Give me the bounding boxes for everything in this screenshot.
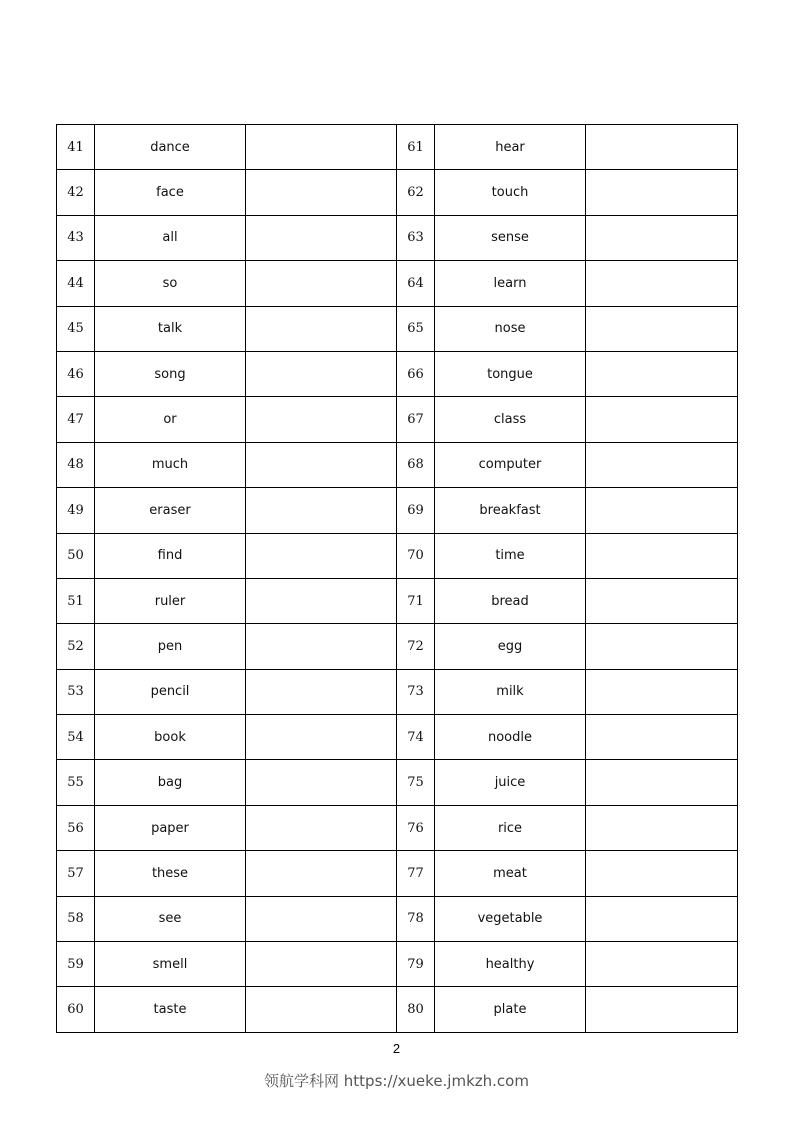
- answer-cell[interactable]: [586, 351, 738, 396]
- entry-number: 54: [57, 715, 95, 760]
- answer-cell[interactable]: [246, 397, 397, 442]
- entry-number: 47: [57, 397, 95, 442]
- entry-number: 76: [397, 805, 435, 850]
- entry-number: 42: [57, 170, 95, 215]
- answer-cell[interactable]: [586, 942, 738, 987]
- entry-number: 58: [57, 896, 95, 941]
- entry-number: 57: [57, 851, 95, 896]
- entry-number: 73: [397, 669, 435, 714]
- vocab-word: eraser: [95, 488, 246, 533]
- table-row: [57, 669, 738, 714]
- table-row: [57, 578, 738, 623]
- vocab-word: book: [95, 715, 246, 760]
- answer-cell[interactable]: [246, 987, 397, 1032]
- vocab-word: much: [95, 442, 246, 487]
- entry-number: 70: [397, 533, 435, 578]
- vocab-word: nose: [435, 306, 586, 351]
- entry-number: 69: [397, 488, 435, 533]
- answer-cell[interactable]: [586, 760, 738, 805]
- answer-cell[interactable]: [586, 306, 738, 351]
- entry-number: 44: [57, 261, 95, 306]
- table-row: [57, 533, 738, 578]
- answer-cell[interactable]: [586, 578, 738, 623]
- table-row: [57, 397, 738, 442]
- answer-cell[interactable]: [246, 715, 397, 760]
- entry-number: 61: [397, 125, 435, 170]
- entry-number: 66: [397, 351, 435, 396]
- vocab-word: plate: [435, 987, 586, 1032]
- entry-number: 64: [397, 261, 435, 306]
- vocab-word: or: [95, 397, 246, 442]
- vocab-word: vegetable: [435, 896, 586, 941]
- vocab-word: ruler: [95, 578, 246, 623]
- table-row: [57, 805, 738, 850]
- entry-number: 79: [397, 942, 435, 987]
- vocab-word: egg: [435, 624, 586, 669]
- vocab-word: noodle: [435, 715, 586, 760]
- entry-number: 67: [397, 397, 435, 442]
- entry-number: 43: [57, 215, 95, 260]
- answer-cell[interactable]: [586, 805, 738, 850]
- entry-number: 56: [57, 805, 95, 850]
- entry-number: 50: [57, 533, 95, 578]
- answer-cell[interactable]: [586, 669, 738, 714]
- vocab-word: class: [435, 397, 586, 442]
- vocab-word: time: [435, 533, 586, 578]
- vocab-word: find: [95, 533, 246, 578]
- page-number: 2: [392, 1041, 401, 1056]
- entry-number: 62: [397, 170, 435, 215]
- entry-number: 68: [397, 442, 435, 487]
- entry-number: 48: [57, 442, 95, 487]
- answer-cell[interactable]: [246, 805, 397, 850]
- entry-number: 41: [57, 125, 95, 170]
- entry-number: 74: [397, 715, 435, 760]
- table-row: [57, 215, 738, 260]
- entry-number: 51: [57, 578, 95, 623]
- answer-cell[interactable]: [586, 987, 738, 1032]
- entry-number: 55: [57, 760, 95, 805]
- vocab-word: bread: [435, 578, 586, 623]
- table-row: [57, 987, 738, 1032]
- vocab-word: meat: [435, 851, 586, 896]
- answer-cell[interactable]: [246, 578, 397, 623]
- vocab-word: these: [95, 851, 246, 896]
- vocab-word: dance: [95, 125, 246, 170]
- footer-watermark: 领航学科网 https://xueke.jmkzh.com: [264, 1072, 529, 1090]
- table-row: [57, 306, 738, 351]
- answer-cell[interactable]: [586, 125, 738, 170]
- vocab-word: song: [95, 351, 246, 396]
- answer-cell[interactable]: [586, 488, 738, 533]
- answer-cell[interactable]: [586, 215, 738, 260]
- table-row: [57, 125, 738, 170]
- answer-cell[interactable]: [246, 125, 397, 170]
- vocab-word: all: [95, 215, 246, 260]
- answer-cell[interactable]: [246, 215, 397, 260]
- table-row: [57, 896, 738, 941]
- entry-number: 77: [397, 851, 435, 896]
- table-row: [57, 442, 738, 487]
- answer-cell[interactable]: [246, 533, 397, 578]
- answer-cell[interactable]: [246, 669, 397, 714]
- answer-cell[interactable]: [586, 442, 738, 487]
- vocab-word: bag: [95, 760, 246, 805]
- vocab-word: learn: [435, 261, 586, 306]
- answer-cell[interactable]: [586, 896, 738, 941]
- vocab-word: pen: [95, 624, 246, 669]
- answer-cell[interactable]: [246, 760, 397, 805]
- entry-number: 72: [397, 624, 435, 669]
- vocab-word: face: [95, 170, 246, 215]
- answer-cell[interactable]: [246, 170, 397, 215]
- answer-cell[interactable]: [586, 715, 738, 760]
- entry-number: 52: [57, 624, 95, 669]
- answer-cell[interactable]: [246, 442, 397, 487]
- vocab-word: pencil: [95, 669, 246, 714]
- table-row: [57, 170, 738, 215]
- table-row: [57, 351, 738, 396]
- vocab-word: computer: [435, 442, 586, 487]
- entry-number: 71: [397, 578, 435, 623]
- table-row: [57, 624, 738, 669]
- vocabulary-table-body: [57, 125, 738, 1033]
- vocab-word: so: [95, 261, 246, 306]
- vocab-word: smell: [95, 942, 246, 987]
- vocab-word: hear: [435, 125, 586, 170]
- table-row: [57, 488, 738, 533]
- vocab-word: paper: [95, 805, 246, 850]
- answer-cell[interactable]: [246, 851, 397, 896]
- answer-cell[interactable]: [246, 351, 397, 396]
- table-row: [57, 851, 738, 896]
- entry-number: 53: [57, 669, 95, 714]
- table-row: [57, 715, 738, 760]
- vocab-word: touch: [435, 170, 586, 215]
- answer-cell[interactable]: [586, 397, 738, 442]
- entry-number: 46: [57, 351, 95, 396]
- answer-cell[interactable]: [246, 942, 397, 987]
- entry-number: 45: [57, 306, 95, 351]
- table-row: [57, 942, 738, 987]
- answer-cell[interactable]: [246, 306, 397, 351]
- answer-cell[interactable]: [586, 533, 738, 578]
- answer-cell[interactable]: [586, 170, 738, 215]
- entry-number: 65: [397, 306, 435, 351]
- table-row: [57, 760, 738, 805]
- answer-cell[interactable]: [246, 624, 397, 669]
- answer-cell[interactable]: [586, 261, 738, 306]
- answer-cell[interactable]: [246, 896, 397, 941]
- vocab-word: taste: [95, 987, 246, 1032]
- vocab-word: healthy: [435, 942, 586, 987]
- vocab-word: milk: [435, 669, 586, 714]
- vocab-word: see: [95, 896, 246, 941]
- vocab-word: talk: [95, 306, 246, 351]
- answer-cell[interactable]: [246, 261, 397, 306]
- answer-cell[interactable]: [246, 488, 397, 533]
- vocab-word: breakfast: [435, 488, 586, 533]
- table-row: [57, 261, 738, 306]
- vocab-word: rice: [435, 805, 586, 850]
- entry-number: 60: [57, 987, 95, 1032]
- entry-number: 80: [397, 987, 435, 1032]
- entry-number: 49: [57, 488, 95, 533]
- entry-number: 63: [397, 215, 435, 260]
- answer-cell[interactable]: [586, 851, 738, 896]
- vocab-word: tongue: [435, 351, 586, 396]
- vocab-word: juice: [435, 760, 586, 805]
- vocabulary-table: [56, 124, 738, 1033]
- entry-number: 59: [57, 942, 95, 987]
- entry-number: 75: [397, 760, 435, 805]
- vocab-word: sense: [435, 215, 586, 260]
- answer-cell[interactable]: [586, 624, 738, 669]
- entry-number: 78: [397, 896, 435, 941]
